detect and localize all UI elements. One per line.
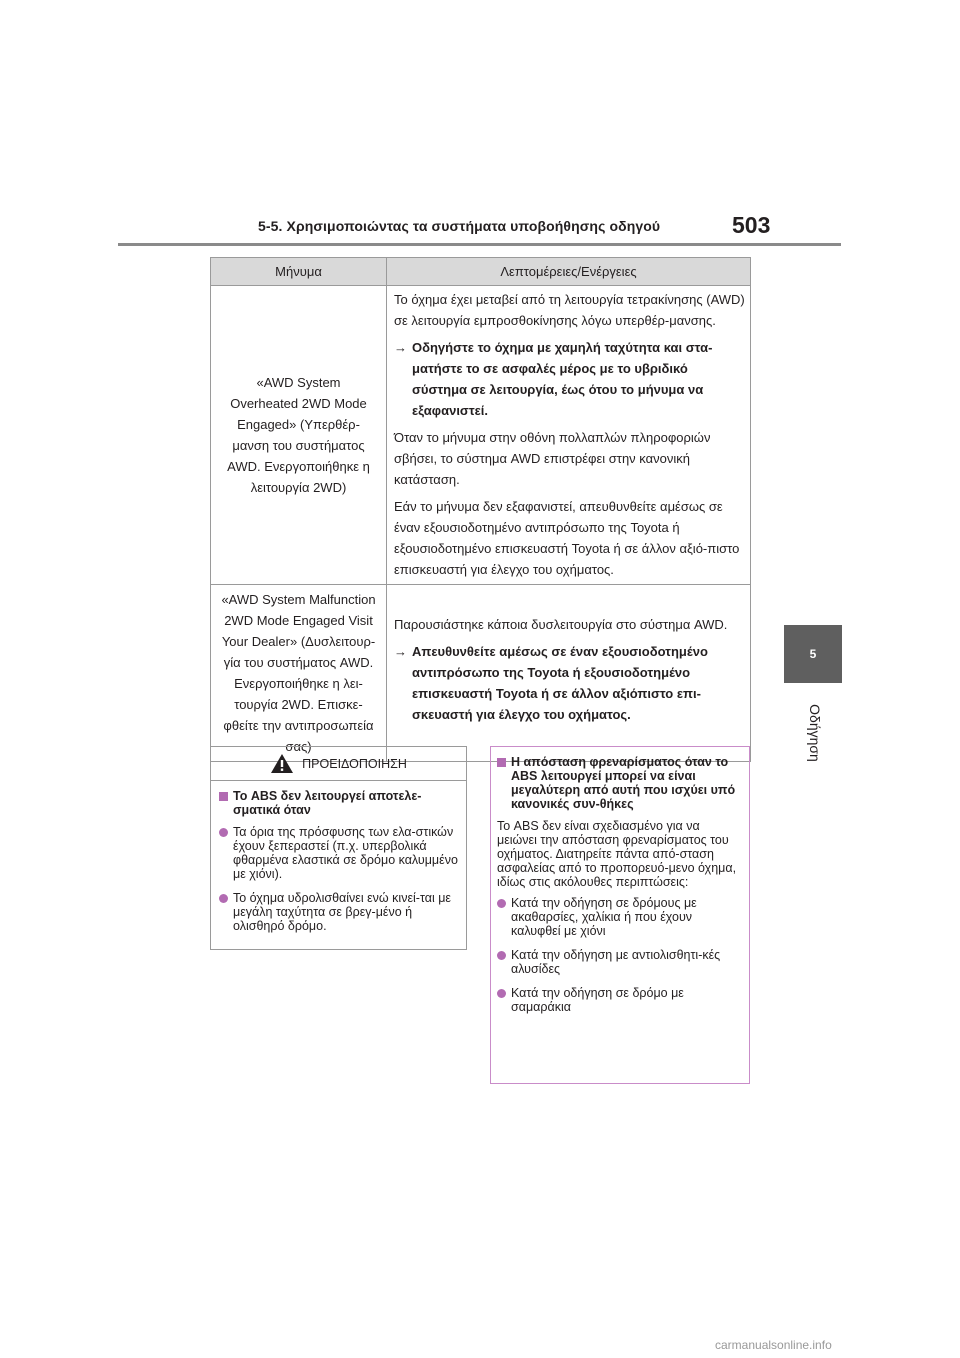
detail-text: Όταν το μήνυμα στην οθόνη πολλαπλών πληροφοριών σβήσει, το σύστημα AWD επιστρέφει στην κανονική κατάσταση. [394, 430, 711, 487]
warning-triangle-icon [270, 753, 294, 774]
col-header-message: Μήνυμα [211, 258, 387, 286]
info-heading [497, 755, 743, 811]
list-item [497, 896, 743, 938]
message-cell [211, 286, 387, 585]
list-item [219, 825, 460, 881]
message-line: φθείτε την αντιπροσωπεία [223, 718, 374, 733]
message-line: AWD. Ενεργοποιήθηκε η [227, 459, 370, 474]
message-line: γία του συστήματος AWD. [223, 655, 374, 670]
bullet-dot-icon [497, 951, 506, 960]
warning-body [211, 781, 466, 933]
action-text: Απευθυνθείτε αμέσως σε έναν εξουσιοδοτημένο αντιπρόσωπο της Toyota ή εξουσιοδοτημένο επισκευαστή Toyota ή σε άλλον αξιόπιστο επι-σκευαστή για έλεγχο του οχήματος. [412, 644, 708, 722]
message-cell [211, 585, 387, 762]
action-item [394, 641, 746, 725]
watermark: carmanualsonline.info [715, 1338, 832, 1352]
message-line: τουργία 2WD. Επισκε- [234, 697, 363, 712]
table-row [211, 286, 751, 585]
details-cell [387, 585, 751, 762]
message-table [210, 257, 751, 762]
col-header-details: Λεπτομέρειες/Ενέργειες [387, 258, 751, 286]
list-item [497, 986, 743, 1014]
table-row [211, 585, 751, 762]
chapter-number: 5 [809, 647, 817, 661]
chapter-title: Οδήγηση [807, 704, 823, 762]
message-line: «AWD System [256, 375, 341, 390]
warning-box [210, 746, 467, 950]
message-line: «AWD System Malfunction [221, 592, 376, 607]
bullet-dot-icon [219, 828, 228, 837]
list-item-text: Κατά την οδήγηση σε δρόμους με ακαθαρσίες, χαλίκια ή που έχουν καλυφθεί με χιόνι [511, 896, 697, 938]
page-number: 503 [732, 212, 771, 238]
chapter-label [770, 688, 860, 778]
section-title: 5-5. Χρησιμοποιώντας τα συστήματα υποβοήθησης οδηγού [258, 218, 661, 234]
message-line: 2WD Mode Engaged Visit [224, 613, 373, 628]
list-item [497, 948, 743, 976]
info-box [490, 746, 750, 1084]
chapter-tab [784, 625, 842, 683]
message-line: Engaged» (Υπερθέρ- [237, 417, 360, 432]
header-rule [118, 243, 841, 246]
detail-text: Παρουσιάστηκε κάποια δυσλειτουργία στο σύστημα AWD. [394, 617, 728, 632]
message-line: σας) [285, 739, 312, 754]
warning-heading-text: Το ABS δεν λειτουργεί αποτελε-σματικά όταν [233, 789, 422, 817]
table-header-row [211, 258, 751, 286]
list-item-text: Το όχημα υδρολισθαίνει ενώ κινεί-ται με μεγάλη ταχύτητα σε βρεγ-μένο ή ολισθηρό δρόμο. [233, 891, 451, 933]
list-item-text: Κατά την οδήγηση με αντιολισθητι-κές αλυσίδες [511, 948, 721, 976]
detail-text: Το όχημα έχει μεταβεί από τη λειτουργία τετρακίνησης (AWD) σε λειτουργία εμπροσθοκίνησης λόγω υπερθέρ-μανσης. [394, 292, 745, 328]
warning-header [211, 747, 466, 781]
list-item [219, 891, 460, 933]
warning-heading [219, 789, 460, 817]
arrow-icon: → [394, 340, 407, 355]
message-line: Ενεργοποιήθηκε η λει- [234, 676, 363, 691]
list-item-text: Κατά την οδήγηση σε δρόμο με σαμαράκια [511, 986, 684, 1014]
action-text: Οδηγήστε το όχημα με χαμηλή ταχύτητα και στα-ματήστε το σε ασφαλές μέρος με το υβριδικό σύστημα σε λειτουργία, έως ότου το μήνυμα να εξαφανιστεί. [412, 340, 713, 418]
detail-text: Εάν το μήνυμα δεν εξαφανιστεί, απευθυνθείτε αμέσως σε έναν εξουσιοδοτημένο αντιπρόσωπο της Toyota ή εξουσιοδοτημένο επισκευαστή Toyota ή σε άλλον αξιό-πιστο επισκευαστή για έλεγχο του οχήματος. [394, 499, 740, 577]
info-paragraph: Το ABS δεν είναι σχεδιασμένο για να μειώνει την απόσταση φρεναρίσματος του οχήματος. Διατηρείτε πάντα από-σταση ασφαλείας από το προπορευό-μενο όχημα, ιδίως στις ακόλουθες περιπτώσεις: [497, 819, 737, 889]
message-line: Your Dealer» (Δυσλειτουρ- [221, 634, 376, 649]
bullet-dot-icon [219, 894, 228, 903]
bullet-dot-icon [497, 989, 506, 998]
message-line: μανση του συστήματος [232, 438, 365, 453]
details-cell [387, 286, 751, 585]
square-bullet-icon [497, 758, 506, 767]
list-item-text: Τα όρια της πρόσφυσης των ελα-στικών έχουν ξεπεραστεί (π.χ. υπερβολικά φθαρμένα ελαστικά σε δρόμο καλυμμένο με χιόνι). [233, 825, 458, 881]
square-bullet-icon [219, 792, 228, 801]
info-heading-text: Η απόσταση φρεναρίσματος όταν το ABS λειτουργεί μπορεί να είναι μεγαλύτερη από αυτή που ισχύει υπό κανονικές συν-θήκες [511, 755, 736, 811]
message-line: λειτουργία 2WD) [250, 480, 347, 495]
arrow-icon: → [394, 644, 407, 659]
warning-title: ΠΡΟΕΙΔΟΠΟΙΗΣΗ [302, 756, 407, 771]
action-item [394, 337, 746, 421]
message-line: Overheated 2WD Mode [230, 396, 367, 411]
bullet-dot-icon [497, 899, 506, 908]
